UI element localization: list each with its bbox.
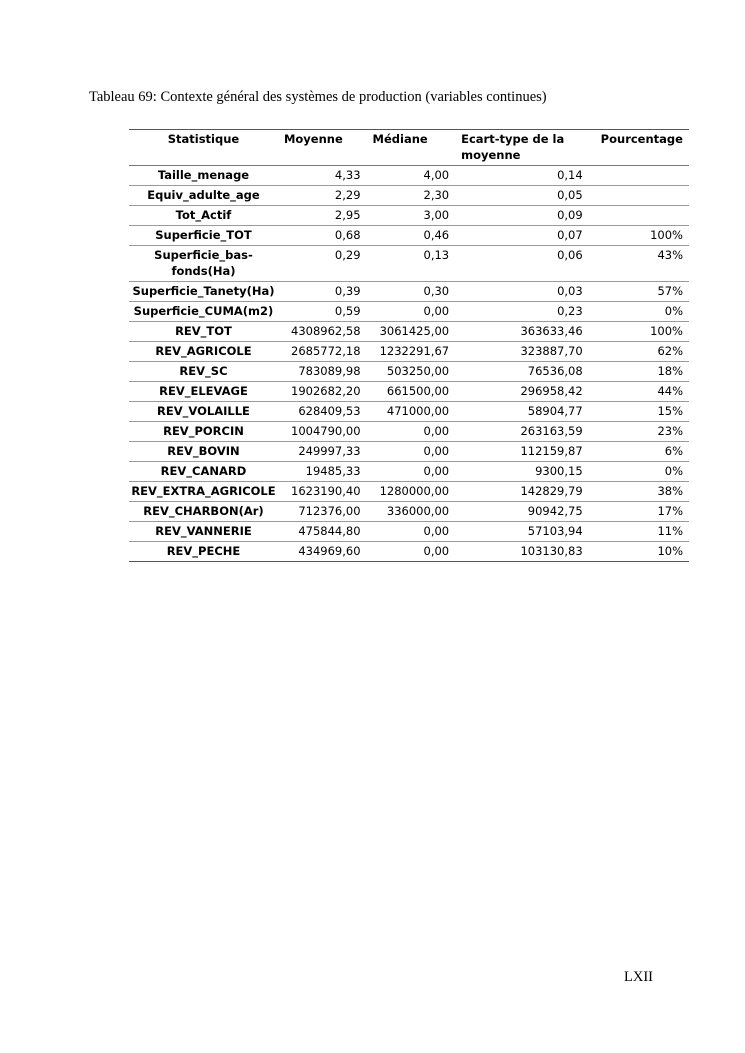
- cell-statistique: Superficie_TOT: [129, 226, 278, 246]
- cell-mediane: 336000,00: [367, 502, 456, 522]
- cell-ecart-type: 0,14: [455, 166, 589, 186]
- cell-mediane: 0,30: [367, 282, 456, 302]
- cell-moyenne: 0,68: [278, 226, 367, 246]
- table-row: [129, 282, 689, 302]
- table-row: [129, 382, 689, 402]
- cell-statistique: REV_CHARBON(Ar): [129, 502, 278, 522]
- statistics-table: [129, 129, 689, 562]
- cell-statistique: Superficie_Tanety(Ha): [129, 282, 278, 302]
- cell-pourcentage: 62%: [589, 342, 689, 362]
- table-row: [129, 482, 689, 502]
- cell-mediane: 0,00: [367, 442, 456, 462]
- table-row: [129, 186, 689, 206]
- cell-mediane: 4,00: [367, 166, 456, 186]
- cell-statistique: Superficie_CUMA(m2): [129, 302, 278, 322]
- cell-pourcentage: 38%: [589, 482, 689, 502]
- cell-statistique: REV_AGRICOLE: [129, 342, 278, 362]
- cell-mediane: 3061425,00: [367, 322, 456, 342]
- cell-mediane: 0,00: [367, 542, 456, 562]
- cell-ecart-type: 0,05: [455, 186, 589, 206]
- cell-ecart-type: 112159,87: [455, 442, 589, 462]
- cell-moyenne: 1623190,40: [278, 482, 367, 502]
- cell-moyenne: 1902682,20: [278, 382, 367, 402]
- cell-statistique: Taille_menage: [129, 166, 278, 186]
- page-number: LXII: [624, 969, 653, 985]
- cell-ecart-type: 0,23: [455, 302, 589, 322]
- cell-mediane: 0,00: [367, 302, 456, 322]
- cell-moyenne: 434969,60: [278, 542, 367, 562]
- cell-statistique: REV_SC: [129, 362, 278, 382]
- cell-pourcentage: 10%: [589, 542, 689, 562]
- table-row: [129, 342, 689, 362]
- cell-pourcentage: 43%: [589, 246, 689, 282]
- cell-pourcentage: 6%: [589, 442, 689, 462]
- cell-statistique: REV_PECHE: [129, 542, 278, 562]
- cell-moyenne: 19485,33: [278, 462, 367, 482]
- cell-mediane: 0,13: [367, 246, 456, 282]
- table-row: [129, 442, 689, 462]
- table-row: [129, 522, 689, 542]
- cell-pourcentage: 15%: [589, 402, 689, 422]
- table-row: [129, 362, 689, 382]
- cell-ecart-type: 0,09: [455, 206, 589, 226]
- cell-statistique: REV_VANNERIE: [129, 522, 278, 542]
- cell-pourcentage: 17%: [589, 502, 689, 522]
- cell-pourcentage: [589, 166, 689, 186]
- cell-ecart-type: 58904,77: [455, 402, 589, 422]
- cell-pourcentage: 100%: [589, 226, 689, 246]
- table-row: [129, 402, 689, 422]
- table-body: [129, 166, 689, 562]
- table-row: [129, 322, 689, 342]
- cell-ecart-type: 323887,70: [455, 342, 589, 362]
- cell-moyenne: 0,59: [278, 302, 367, 322]
- cell-pourcentage: [589, 186, 689, 206]
- cell-ecart-type: 142829,79: [455, 482, 589, 502]
- cell-ecart-type: 90942,75: [455, 502, 589, 522]
- table-row: [129, 502, 689, 522]
- cell-ecart-type: 103130,83: [455, 542, 589, 562]
- cell-ecart-type: 57103,94: [455, 522, 589, 542]
- cell-mediane: 661500,00: [367, 382, 456, 402]
- cell-ecart-type: 363633,46: [455, 322, 589, 342]
- cell-moyenne: 4,33: [278, 166, 367, 186]
- cell-statistique: REV_EXTRA_AGRICOLE: [129, 482, 278, 502]
- table-row: [129, 542, 689, 562]
- table-row: [129, 302, 689, 322]
- cell-mediane: 3,00: [367, 206, 456, 226]
- cell-pourcentage: 100%: [589, 322, 689, 342]
- header-statistique: Statistique: [129, 130, 278, 166]
- cell-moyenne: 2,95: [278, 206, 367, 226]
- cell-pourcentage: 0%: [589, 462, 689, 482]
- cell-statistique: REV_ELEVAGE: [129, 382, 278, 402]
- header-mediane: Médiane: [367, 130, 456, 166]
- cell-pourcentage: 18%: [589, 362, 689, 382]
- header-pourcentage: Pourcentage: [589, 130, 689, 166]
- cell-pourcentage: 44%: [589, 382, 689, 402]
- cell-statistique: REV_TOT: [129, 322, 278, 342]
- cell-mediane: 471000,00: [367, 402, 456, 422]
- table-row: [129, 422, 689, 442]
- cell-ecart-type: 0,07: [455, 226, 589, 246]
- cell-mediane: 0,00: [367, 422, 456, 442]
- cell-mediane: 1280000,00: [367, 482, 456, 502]
- cell-pourcentage: 11%: [589, 522, 689, 542]
- cell-ecart-type: 263163,59: [455, 422, 589, 442]
- cell-moyenne: 712376,00: [278, 502, 367, 522]
- cell-mediane: 503250,00: [367, 362, 456, 382]
- cell-pourcentage: 57%: [589, 282, 689, 302]
- cell-statistique: Tot_Actif: [129, 206, 278, 226]
- cell-moyenne: 628409,53: [278, 402, 367, 422]
- cell-ecart-type: 0,06: [455, 246, 589, 282]
- cell-mediane: 1232291,67: [367, 342, 456, 362]
- cell-statistique: REV_VOLAILLE: [129, 402, 278, 422]
- cell-ecart-type: 76536,08: [455, 362, 589, 382]
- cell-moyenne: 4308962,58: [278, 322, 367, 342]
- cell-statistique: Superficie_bas-fonds(Ha): [129, 246, 278, 282]
- cell-moyenne: 783089,98: [278, 362, 367, 382]
- header-ecart-type: Ecart-type de la moyenne: [455, 130, 589, 166]
- cell-statistique: REV_CANARD: [129, 462, 278, 482]
- cell-pourcentage: 0%: [589, 302, 689, 322]
- table-row: [129, 166, 689, 186]
- cell-statistique: REV_PORCIN: [129, 422, 278, 442]
- table-row: [129, 226, 689, 246]
- cell-pourcentage: 23%: [589, 422, 689, 442]
- cell-pourcentage: [589, 206, 689, 226]
- cell-ecart-type: 9300,15: [455, 462, 589, 482]
- table-row: [129, 206, 689, 226]
- cell-moyenne: 2685772,18: [278, 342, 367, 362]
- cell-moyenne: 475844,80: [278, 522, 367, 542]
- cell-statistique: REV_BOVIN: [129, 442, 278, 462]
- cell-moyenne: 1004790,00: [278, 422, 367, 442]
- cell-moyenne: 2,29: [278, 186, 367, 206]
- cell-moyenne: 0,39: [278, 282, 367, 302]
- header-moyenne: Moyenne: [278, 130, 367, 166]
- cell-moyenne: 0,29: [278, 246, 367, 282]
- cell-mediane: 0,00: [367, 522, 456, 542]
- table-row: [129, 246, 689, 282]
- table-row: [129, 462, 689, 482]
- table-header-row: [129, 130, 689, 166]
- cell-mediane: 0,00: [367, 462, 456, 482]
- cell-ecart-type: 296958,42: [455, 382, 589, 402]
- cell-mediane: 2,30: [367, 186, 456, 206]
- cell-mediane: 0,46: [367, 226, 456, 246]
- cell-statistique: Equiv_adulte_age: [129, 186, 278, 206]
- cell-moyenne: 249997,33: [278, 442, 367, 462]
- table-caption: Tableau 69: Contexte général des systèmes de production (variables continues): [89, 89, 547, 105]
- cell-ecart-type: 0,03: [455, 282, 589, 302]
